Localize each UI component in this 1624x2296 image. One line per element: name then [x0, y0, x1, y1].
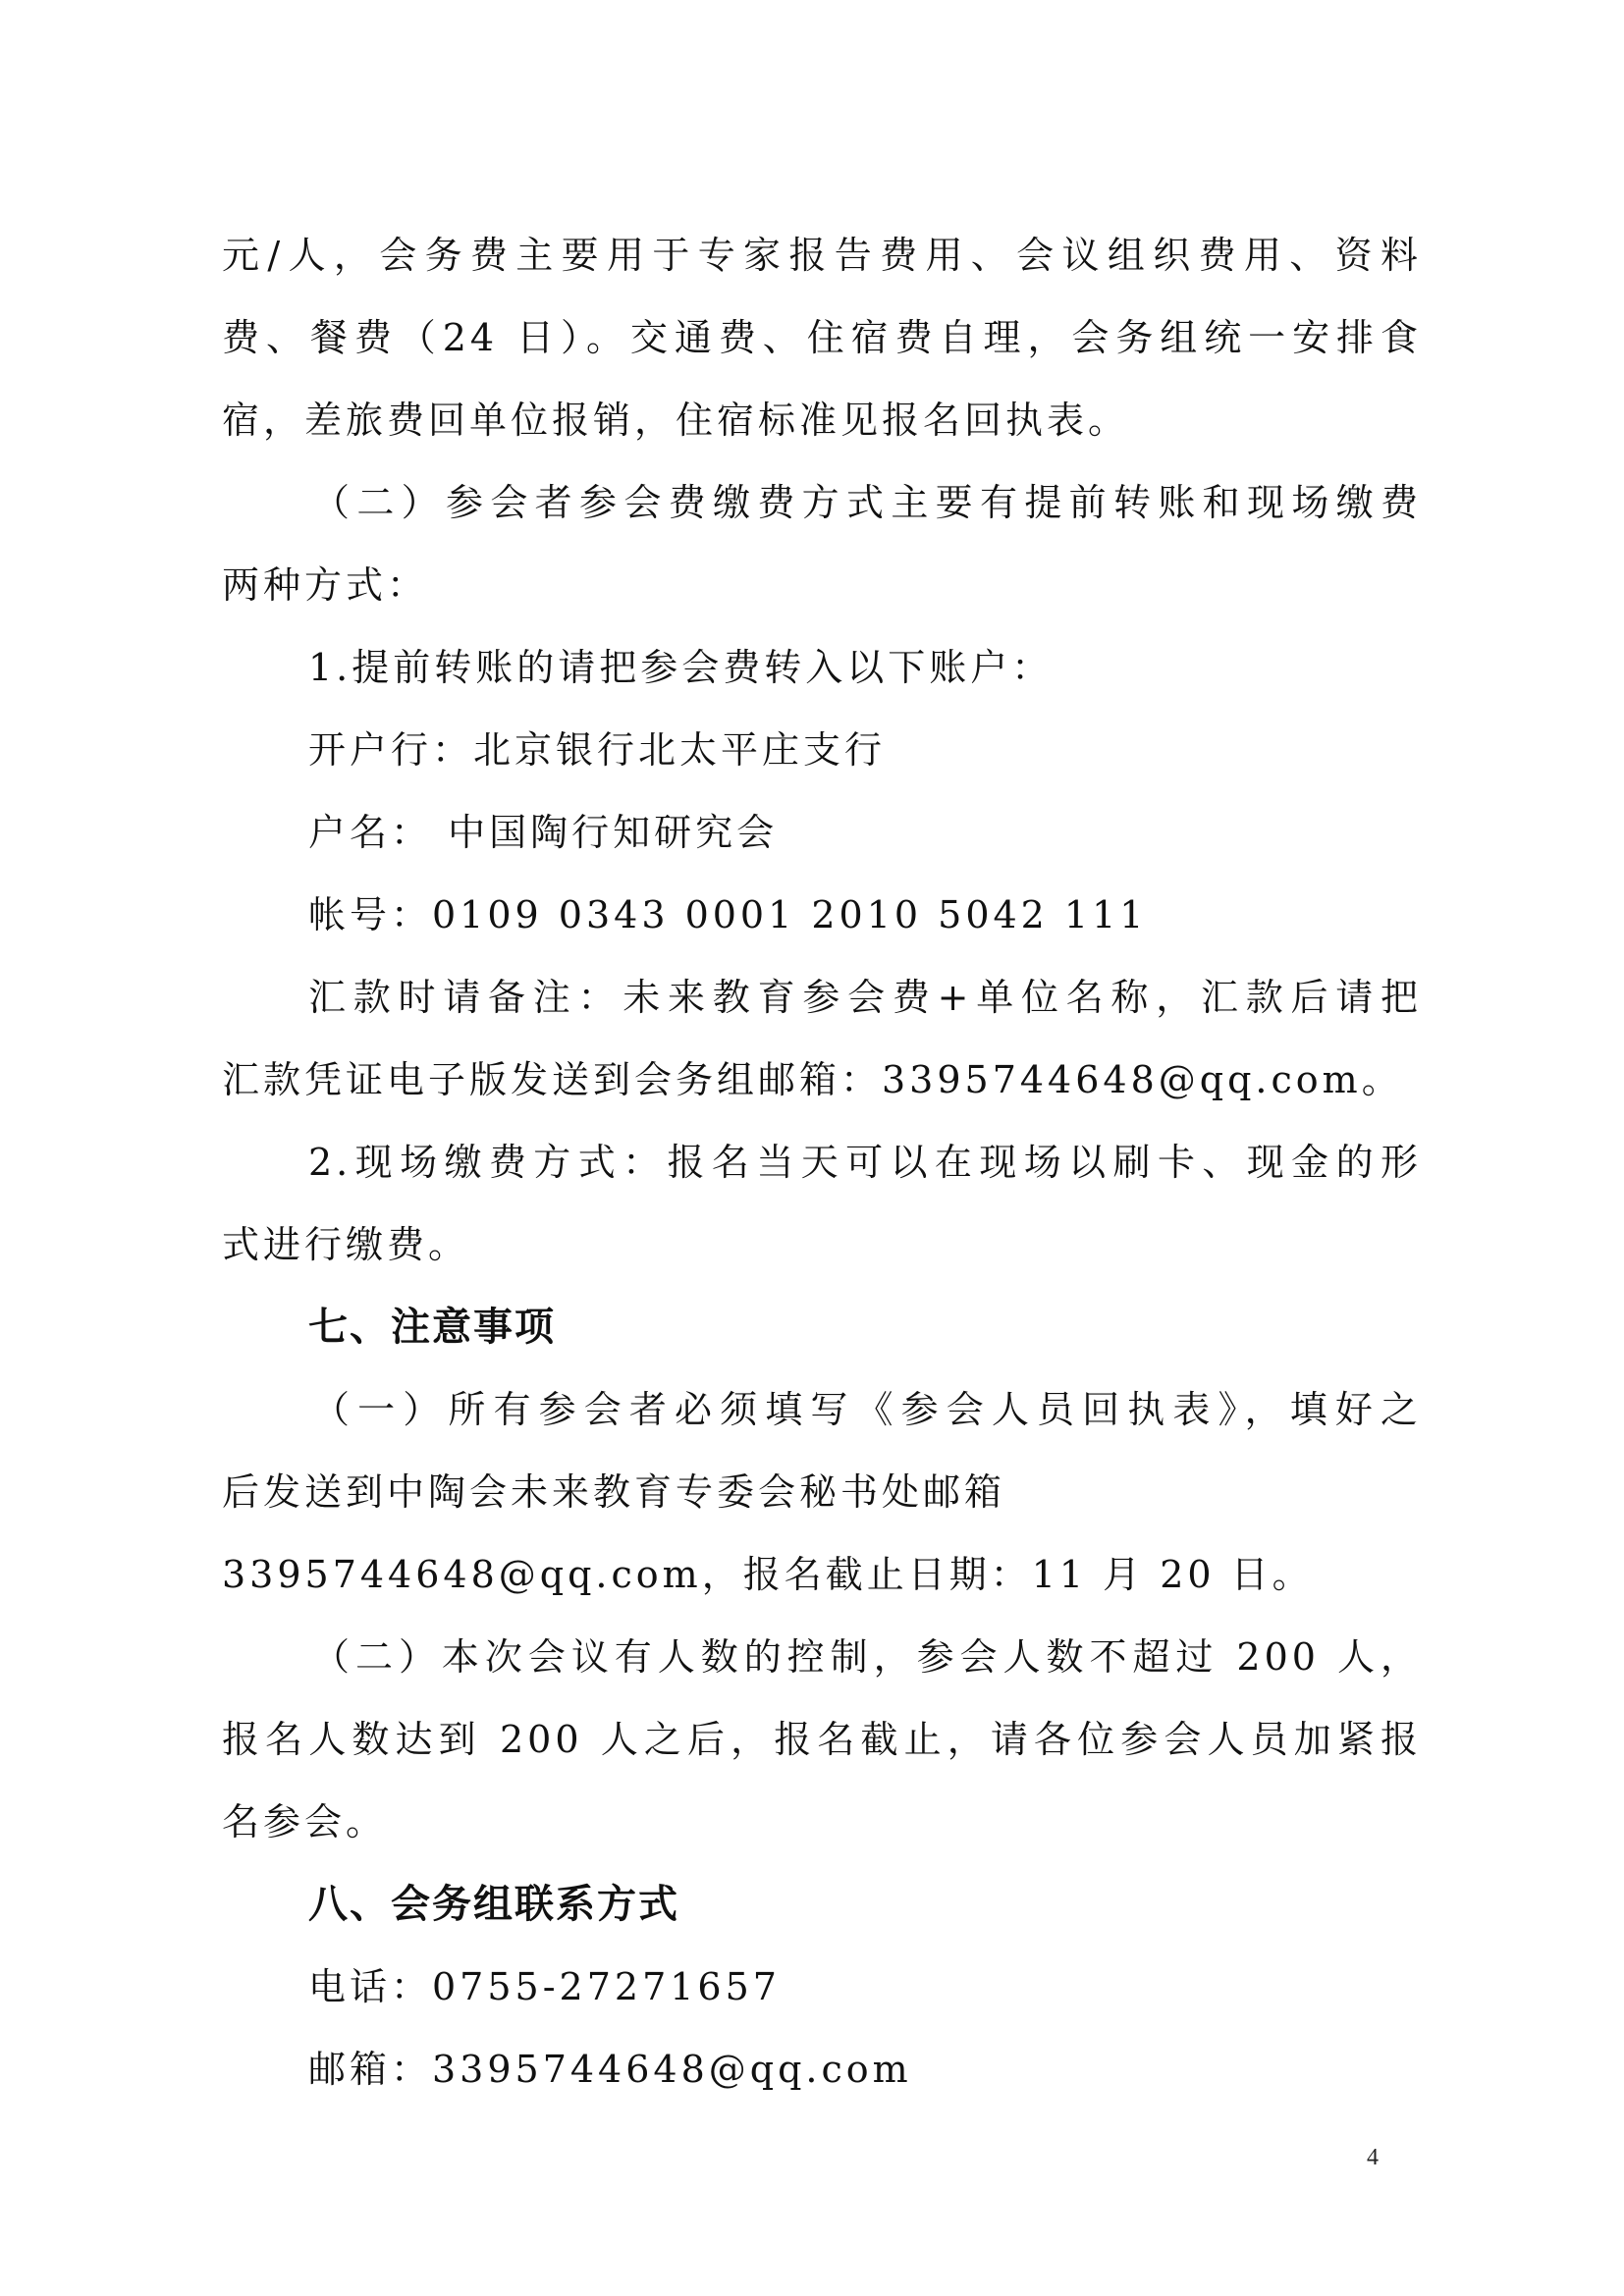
- remittance-email-line: 汇款凭证电子版发送到会务组邮箱：3395744648@qq.com。: [222, 1058, 1403, 1101]
- remittance-note-line: 汇款时请备注：未来教育参会费+单位名称，汇款后请把: [308, 976, 1422, 1019]
- paragraph-start-line: （一）所有参会者必须填写《参会人员回执表》，填好之: [312, 1388, 1422, 1431]
- page-number: 4: [1367, 2145, 1379, 2170]
- section-heading-contact: 八、会务组联系方式: [308, 1882, 679, 1927]
- body-line: 元/人，会务费主要用于专家报告费用、会议组织费用、资料: [222, 234, 1422, 277]
- account-number-line: 帐号：0109 0343 0001 2010 5042 111: [308, 893, 1148, 936]
- contact-email-line: 邮箱：3395744648@qq.com: [308, 2048, 912, 2091]
- account-name-line: 户名： 中国陶行知研究会: [308, 811, 779, 854]
- body-line: 费、餐费（24 日）。交通费、住宿费自理，会务组统一安排食: [222, 316, 1422, 359]
- registration-deadline-line: 3395744648@qq.com，报名截止日期：11 月 20 日。: [222, 1553, 1314, 1596]
- bank-name-line: 开户行：北京银行北太平庄支行: [308, 728, 887, 772]
- body-line: 报名人数达到 200 人之后，报名截止，请各位参会人员加紧报: [222, 1718, 1422, 1761]
- body-line: 后发送到中陶会未来教育专委会秘书处邮箱: [222, 1470, 1006, 1514]
- transfer-instruction-line: 1.提前转账的请把参会费转入以下账户：: [308, 646, 1054, 689]
- body-line: 宿，差旅费回单位报销，住宿标准见报名回执表。: [222, 399, 1130, 442]
- body-line: 名参会。: [222, 1800, 388, 1843]
- onsite-payment-line: 2.现场缴费方式：报名当天可以在现场以刷卡、现金的形: [308, 1141, 1422, 1184]
- paragraph-start-line: （二）本次会议有人数的控制，参会人数不超过 200 人，: [312, 1635, 1422, 1679]
- paragraph-start-line: （二）参会者参会费缴费方式主要有提前转账和现场缴费: [312, 481, 1422, 524]
- contact-phone-line: 电话：0755-27271657: [308, 1965, 781, 2008]
- body-line: 两种方式：: [222, 563, 429, 607]
- section-heading-notes: 七、注意事项: [308, 1305, 556, 1350]
- document-body: [222, 214, 1422, 2110]
- body-line: 式进行缴费。: [222, 1223, 470, 1266]
